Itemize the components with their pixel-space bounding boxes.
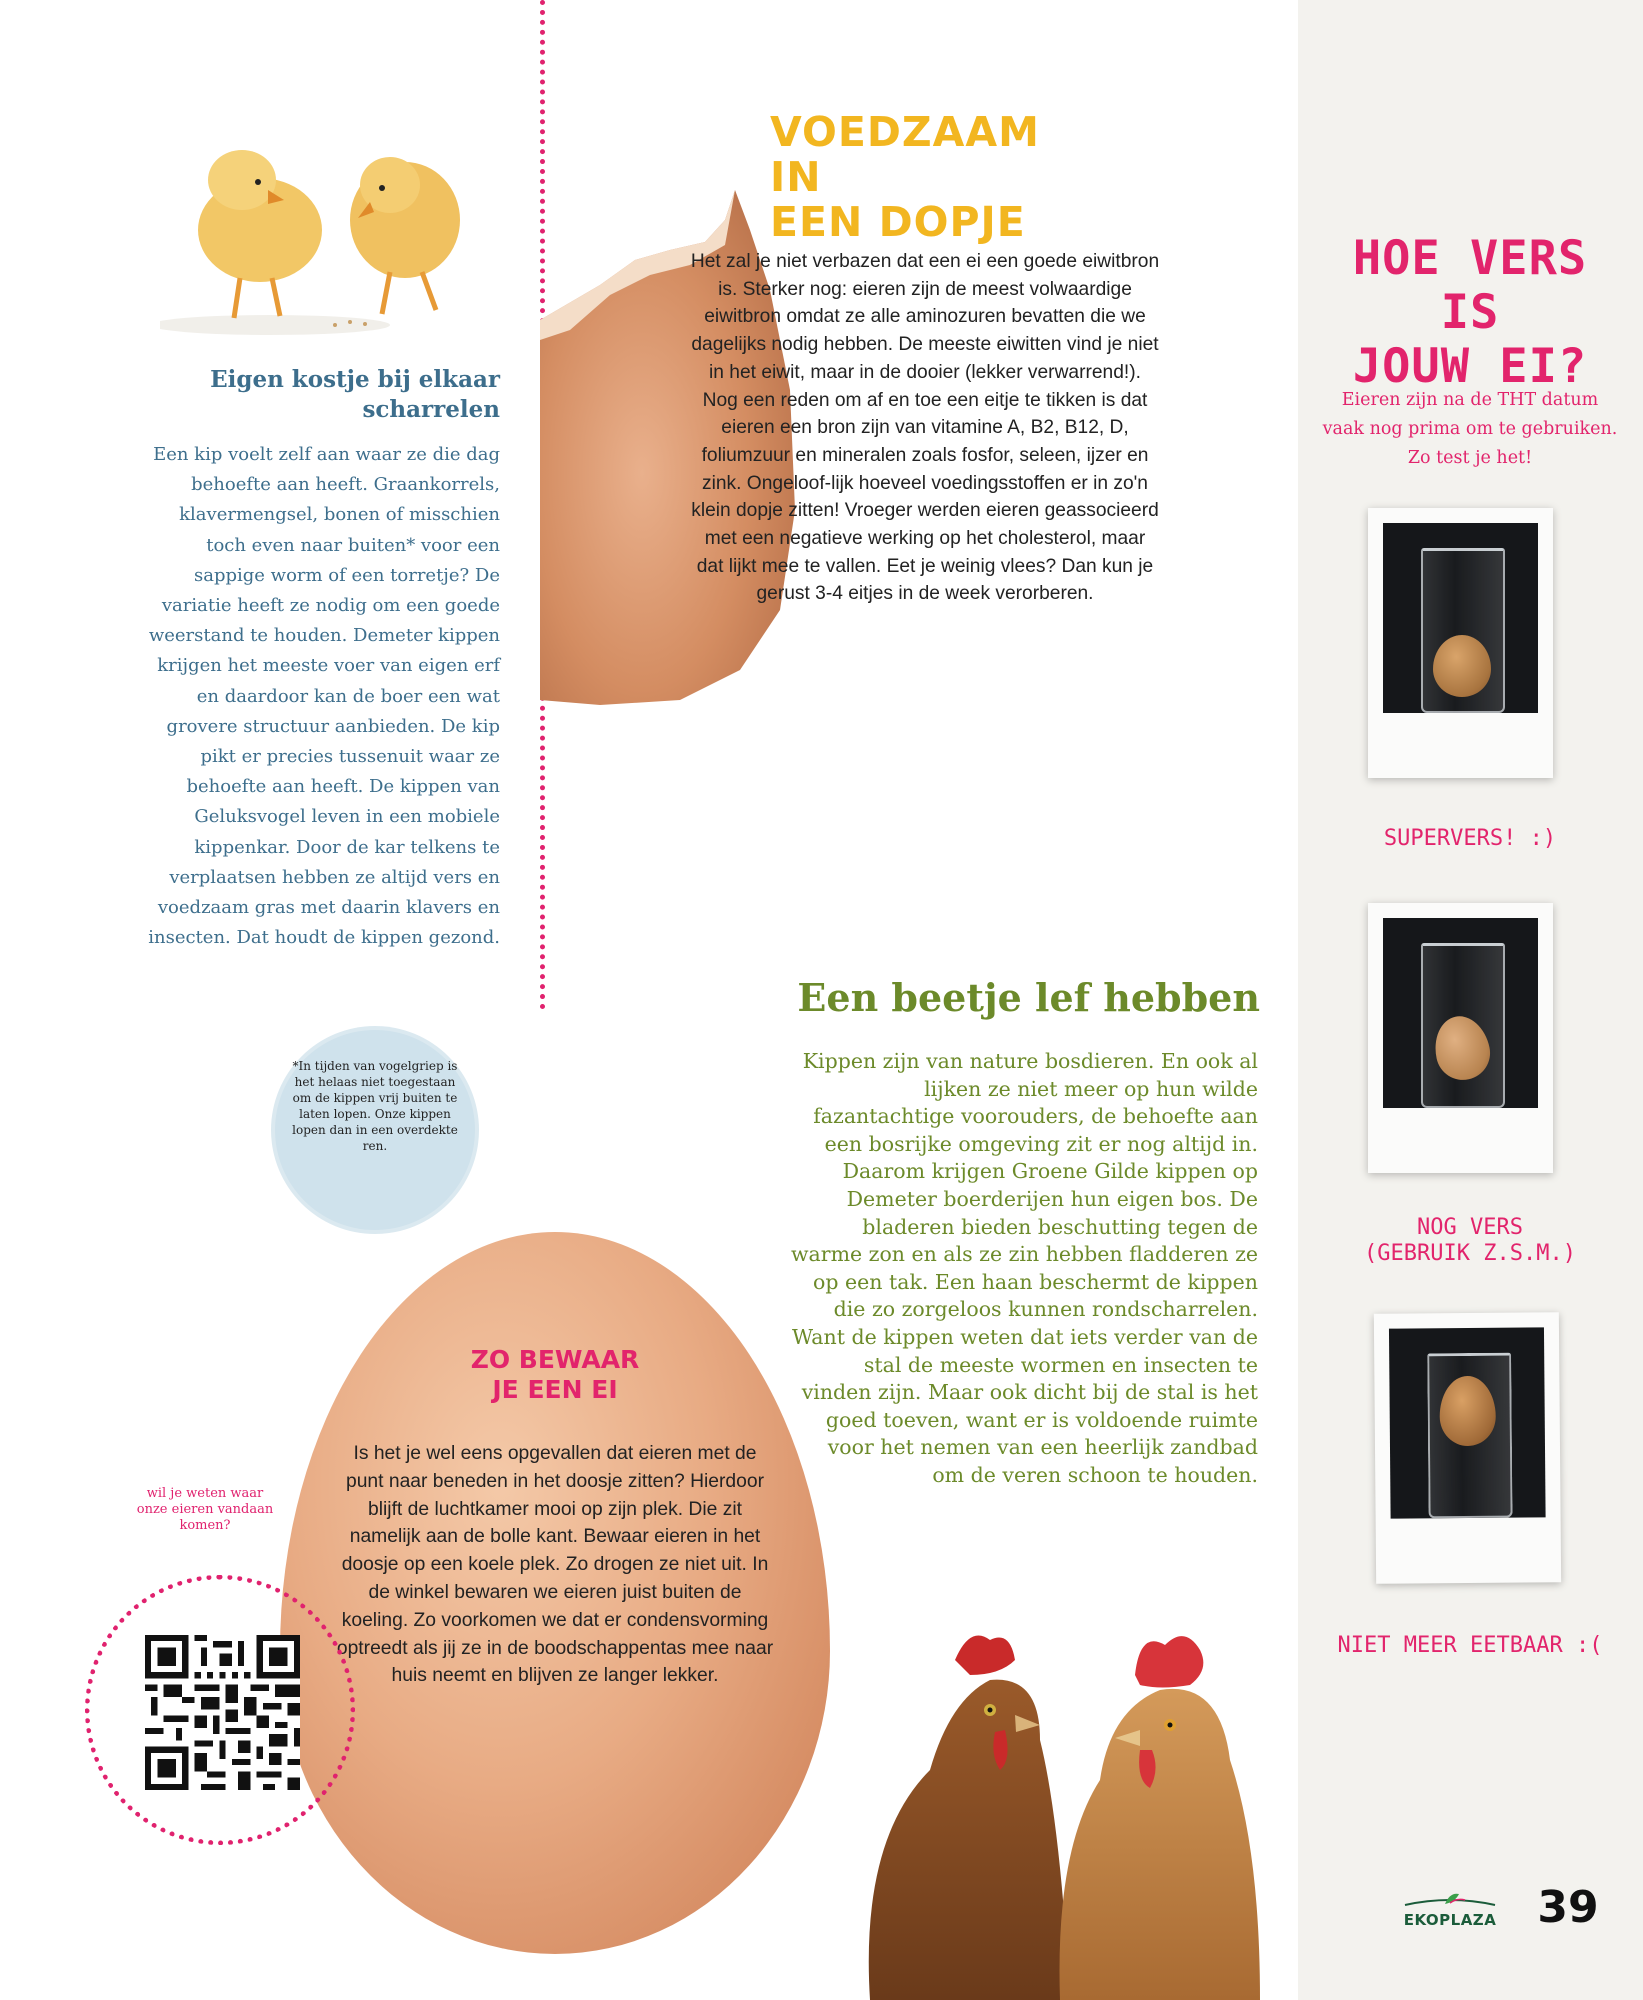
- qr-prompt-text: wil je weten waar onze eieren vandaan komen?: [136, 1486, 274, 1533]
- freshness-title: [1320, 232, 1620, 394]
- chickens-section-title: Eigen kostje bij elkaar scharrelen: [210, 366, 500, 423]
- storage-title-line1: ZO BEWAAR: [470, 1345, 640, 1374]
- courage-body: Kippen zijn van nature bosdieren. En ook al lijken ze niet meer op hun wilde fazantachtige voorouders, de behoefte aan een bosrijke omgeving zit er nog altijd in. Daarom krijgen Groene Gilde kippen op Demeter boerderijen hun eigen bos. De bladeren bieden beschutting tegen de warme zon en als ze zin hebben fladderen ze op een tak. Een haan beschermt de kippen die zo zorgeloos kunnen rondscharrelen. Want de kippen weten dat iets verder van de stal de meeste wormen en insecten te vinden zijn. Maar ook dicht bij de stal is het goed toeven, want er is voldoende ruimte voor het nemen van een heerlijk zandbad om de veren schoon te houden.: [791, 1049, 1258, 1487]
- brand-name: EKOPLAZA: [1403, 1911, 1497, 1929]
- nutrition-title: [770, 110, 1100, 245]
- storage-body: Is het je wel eens opgevallen dat eieren met de punt naar beneden in het doosje zitten? Hierdoor blijft de luchtkamer mooi op zijn plek. Die zit namelijk aan de bolle kant. Bewaar eieren in het doosje op een koele plek. Zo drogen ze niet uit. In de winkel bewaren we eieren juist buiten de koeling. Zo voorkomen we dat er condensvorming optreedt als jij ze in de boodschappentas mee naar huis neemt en blijven ze langer lekker.: [336, 1443, 774, 1687]
- footnote-text: *In tijden van vogelgriep is het helaas niet toegestaan om de kippen vrij buiten te laten lopen. Onze kippen lopen dan in een overdekte ren.: [292, 1059, 458, 1153]
- freshness-title-line2: JOUW EI?: [1352, 339, 1588, 394]
- caption-not-edible: [1320, 1633, 1620, 1659]
- caption-still-fresh: [1320, 1215, 1620, 1267]
- chicks-image: [160, 110, 520, 350]
- egg-glass-photo-tilted: [1383, 918, 1538, 1108]
- caption-very-fresh-line1: SUPERVERS! :): [1383, 826, 1557, 851]
- caption-still-fresh-line1: NOG VERS: [1417, 1215, 1523, 1240]
- freshness-title-line1: HOE VERS IS: [1352, 231, 1588, 340]
- nutrition-title-line1: VOEDZAAM IN: [770, 108, 1040, 201]
- freshness-subtitle: Eieren zijn na de THT datum vaak nog prima om te gebruiken. Zo test je het!: [1322, 390, 1618, 468]
- egg-lying-bottom: [1433, 635, 1491, 697]
- storage-title: [420, 1345, 690, 1405]
- chickens-section-body: Een kip voelt zelf aan waar ze die dag behoefte aan heeft. Graankorrels, klavermengsel, bonen of misschien toch even naar buiten* voor een sappige worm of een torretje? De variatie heeft ze nodig om een goede weerstand te houden. Demeter kippen krijgen het meeste voer van eigen erf en daardoor kan de boer een wat grovere structuur aanbieden. De kip pikt er precies tussenuit waar ze behoefte aan heeft. De kippen van Geluksvogel leven in een mobiele kippenkar. Door de kar telkens te verplaatsen hebben ze altijd vers en voedzaam gras met daarin klavers en insecten. Dat houdt de kippen gezond.: [148, 444, 500, 949]
- polaroid-very-fresh: [1368, 508, 1553, 778]
- caption-still-fresh-line2: (GEBRUIK Z.S.M.): [1364, 1241, 1576, 1266]
- polaroid-still-fresh: [1368, 903, 1553, 1173]
- egg-glass-photo-floating: [1389, 1327, 1546, 1518]
- caption-very-fresh: [1320, 826, 1620, 852]
- egg-glass-photo-sunk: [1383, 523, 1538, 713]
- polaroid-not-edible: [1374, 1312, 1561, 1584]
- caption-not-edible-line1: NIET MEER EETBAAR :(: [1337, 1633, 1603, 1658]
- hens-image: [840, 1620, 1280, 2000]
- nutrition-body: Het zal je niet verbazen dat een ei een goede eiwitbron is. Sterker nog: eieren zijn de meest volwaardige eiwitbron omdat ze alle aminozuren bevatten die we dagelijks nodig hebben. De meeste eiwitten vind je niet in het eiwit, maar in de dooier (lekker verwarrend!). Nog een reden om af en toe een eitje te tikken is dat eieren een bron zijn van vitamine A, B2, B12, D, foliumzuur en mineralen zoals fosfor, seleen, ijzer en zink. Ongeloof-lijk hoeveel voedingsstoffen er in zo'n klein dopje zitten! Vroeger werden eieren geassocieerd met een negatieve werking op het cholesterol, maar dat lijkt mee te vallen. Eet je weinig vlees? Dan kun je gerust 3-4 eitjes in de week verorberen.: [690, 251, 1160, 605]
- storage-title-line2: JE EEN EI: [492, 1375, 618, 1404]
- courage-title: Een beetje lef hebben: [797, 975, 1260, 1020]
- nutrition-title-line2: EEN DOPJE: [770, 198, 1026, 246]
- page-number: 39: [1537, 1882, 1599, 1933]
- qr-code[interactable]: [145, 1635, 300, 1790]
